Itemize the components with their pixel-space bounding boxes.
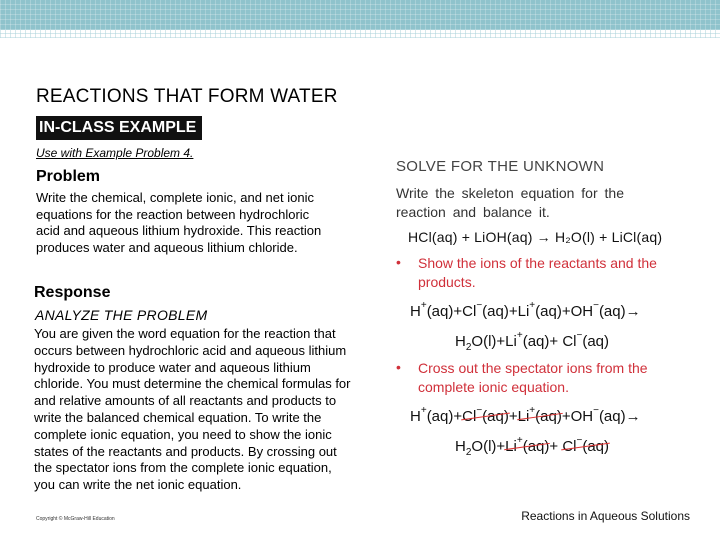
crossed-ionic-line-1: H+(aq)+Cl−(aq)+Li+(aq)+OH−(aq)→ — [410, 405, 641, 425]
top-decorative-band — [0, 0, 720, 30]
top-band-fringe — [0, 30, 720, 38]
solve-heading: SOLVE FOR THE UNKNOWN — [396, 158, 605, 175]
spectator-chloride-product: Cl−(aq) — [562, 435, 610, 455]
spectator-lithium-reactant: Li+(aq) — [517, 405, 562, 425]
bullet-step2: • — [396, 254, 401, 270]
problem-heading: Problem — [36, 168, 101, 185]
response-text: You are given the word equation for the reaction that occurs between hydrochloric acid and aqueous lithium hydroxide to produce water and aqueous lithium chloride. You must determine the chemical formulas for and relative amounts of all reactants and products to write the balanced chemical equation. To write the complete ionic equation, you need to show the ionic states of the reactants and products. By crossing out the spectator ions from the complete ionic equation, you can write the net ionic equation. — [34, 326, 351, 493]
problem-text: Write the chemical, complete ionic, and net ionic equations for the reaction between hydrochloric acid and aqueous lithium hydroxide. This reaction produces water and aqueous lithium chloride. — [36, 190, 322, 255]
slide-title: REACTIONS THAT FORM WATER — [36, 86, 338, 107]
bullet-step3: • — [396, 359, 401, 375]
example-problem-reference: Use with Example Problem 4. — [36, 146, 194, 160]
in-class-example-badge: IN-CLASS EXAMPLE — [36, 116, 202, 140]
crossed-ionic-line-2: $H_2O(l)+Li^+(aq)+ Cl^-(aq)$ — [455, 435, 610, 458]
spectator-chloride-reactant: Cl−(aq) — [462, 405, 509, 425]
skeleton-equation: HCl(aq) + LiOH(aq) → H₂O(l) + LiCl(aq) — [408, 229, 663, 245]
step2-text: Show the ions of the reactants and the products. — [418, 255, 657, 290]
copyright-notice: Copyright © McGraw-Hill Education — [36, 516, 115, 522]
complete-ionic-line-2: $H_2O(l)+Li^+(aq)+ Cl^-(aq)$ — [455, 330, 610, 353]
step3-text: Cross out the spectator ions from the complete ionic equation. — [418, 360, 648, 395]
skeleton-instruction: Write the skeleton equation for the reaction and balance it. — [396, 185, 624, 220]
analyze-problem-label: ANALYZE THE PROBLEM — [35, 307, 208, 323]
spectator-lithium-product: Li+(aq) — [505, 435, 550, 455]
footer-chapter-title: Reactions in Aqueous Solutions — [521, 509, 690, 523]
response-heading: Response — [34, 284, 111, 301]
complete-ionic-line-1: H+(aq)+Cl−(aq)+Li+(aq)+OH−(aq)→ — [410, 300, 641, 320]
